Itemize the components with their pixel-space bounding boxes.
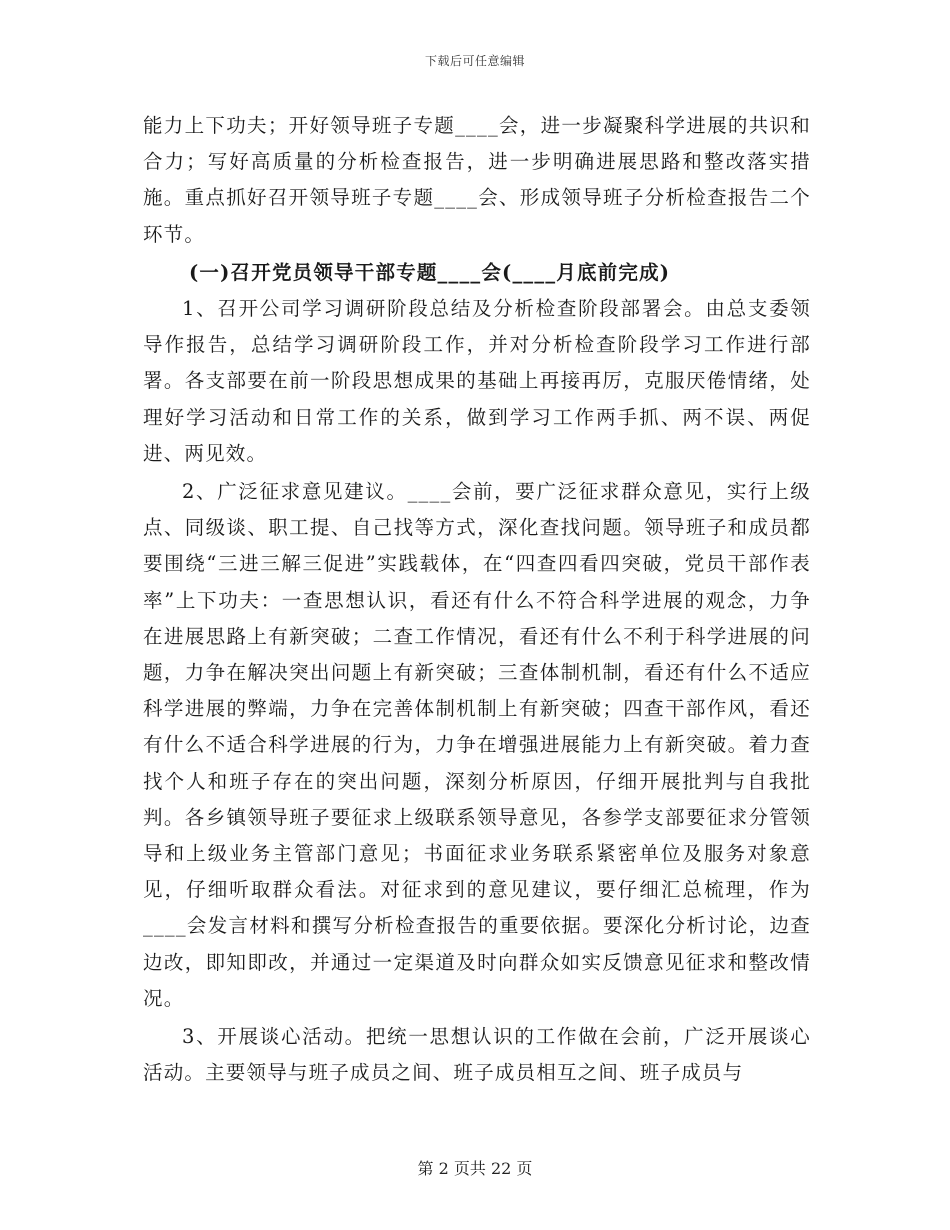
page-number: 第 2 页共 22 页	[417, 1159, 533, 1178]
page-header: 下载后可任意编辑	[424, 54, 525, 68]
paragraph-intro: 能力上下功夫；开好领导班子专题____会，进一步凝聚科学进展的共识和合力；写好高质量的分析检查报告，进一步明确进展思路和整改落实措施。重点抓好召开领导班子专题____会、形成领导班子分析检查报告二个环节。	[143, 114, 811, 246]
section-heading: (一)召开党员领导干部专题____会(____月底前完成)	[189, 260, 671, 284]
document-body	[143, 108, 811, 1091]
paragraph-item-1: 1、召开公司学习调研阶段总结及分析检查阶段部署会。由总支委领导作报告，总结学习调研阶段工作，并对分析检查阶段学习工作进行部署。各支部要在前一阶段思想成果的基础上再接再厉，克服厌倦情绪，处理好学习活动和日常工作的关系，做到学习工作两手抓、两不误、两促进、两见效。	[143, 297, 811, 465]
paragraph-item-2: 2、广泛征求意见建议。____会前，要广泛征求群众意见，实行上级点、同级谈、职工提、自己找等方式，深化查找问题。领导班子和成员都要围绕“三进三解三促进”实践载体，在“四查四看四突破，党员干部作表率”上下功夫：一查思想认识，看还有什么不符合科学进展的观念，力争在进展思路上有新突破；二查工作情况，看还有什么不利于科学进展的问题，力争在解决突出问题上有新突破；三查体制机制，看还有什么不适应科学进展的弊端，力争在完善体制机制上有新突破；四查干部作风，看还有什么不适合科学进展的行为，力争在增强进展能力上有新突破。着力查找个人和班子存在的突出问题，深刻分析原因，仔细开展批判与自我批判。各乡镇领导班子要征求上级联系领导意见，各参学支部要征求分管领导和上级业务主管部门意见；书面征求业务联系紧密单位及服务对象意见，仔细听取群众看法。对征求到的意见建议，要仔细汇总梳理，作为____会发言材料和撰写分析检查报告的重要依据。要深化分析讨论，边查边改，即知即改，并通过一定渠道及时向群众如实反馈意见征求和整改情况。	[143, 480, 811, 1010]
paragraph-item-3: 3、开展谈心活动。把统一思想认识的工作做在会前，广泛开展谈心活动。主要领导与班子成员之间、班子成员相互之间、班子成员与	[143, 1025, 811, 1085]
